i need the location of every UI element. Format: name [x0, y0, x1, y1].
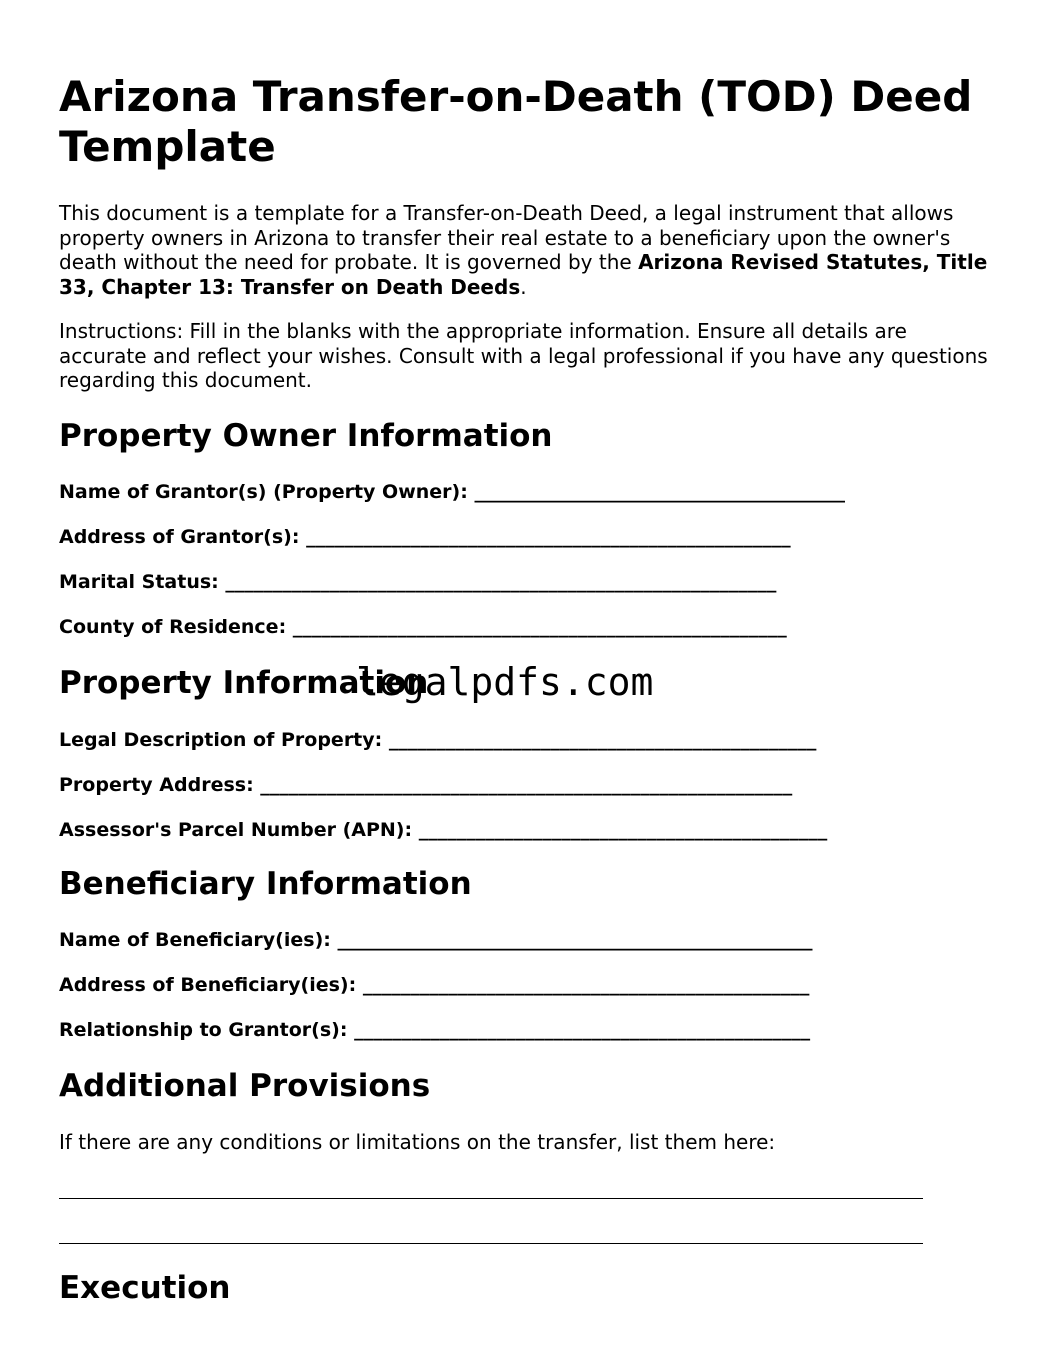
field-blank[interactable]: ________________________________________________________ — [260, 774, 793, 796]
section-heading-beneficiary: Beneficiary Information — [59, 866, 472, 902]
field-blank[interactable]: __________________________________________________________ — [225, 571, 777, 593]
field-label: Name of Grantor(s) (Property Owner): — [59, 481, 468, 503]
field-beneficiary-name — [59, 928, 812, 952]
section-heading-property: Property Information — [59, 665, 429, 701]
field-label: Assessor's Parcel Number (APN): — [59, 819, 413, 841]
intro-statute-reference: Arizona Revised Statutes, Title 33, Chapter 13: Transfer on Death Deeds — [59, 250, 988, 299]
field-label: Relationship to Grantor(s): — [59, 1019, 348, 1041]
watermark-text: legalpdfs.com — [356, 660, 654, 704]
field-label: Address of Beneficiary(ies): — [59, 974, 357, 996]
field-property-address — [59, 773, 792, 797]
intro-paragraph — [59, 201, 994, 299]
provisions-blank-line-2[interactable] — [59, 1243, 923, 1244]
field-grantor-name — [59, 480, 845, 504]
field-grantor-address — [59, 525, 791, 549]
field-label: Legal Description of Property: — [59, 729, 383, 751]
field-label: Marital Status: — [59, 571, 219, 593]
instructions-paragraph: Instructions: Fill in the blanks with the appropriate information. Ensure all details are accurate and reflect your wishes. Consult with a legal professional if you have any questions regarding this document. — [59, 319, 988, 392]
field-county-of-residence — [59, 615, 787, 639]
provisions-blank-line-1[interactable] — [59, 1198, 923, 1199]
provisions-prompt: If there are any conditions or limitations on the transfer, list them here: — [59, 1130, 776, 1154]
intro-text-end: . — [520, 274, 527, 299]
field-blank[interactable]: ____________________________________________________ — [292, 616, 787, 638]
field-legal-description — [59, 728, 816, 752]
field-blank[interactable]: _____________________________________________ — [388, 729, 817, 751]
document-title: Arizona Transfer-on-Death (TOD) Deed Template — [59, 72, 973, 171]
field-blank[interactable]: ___________________________________________________ — [306, 526, 791, 548]
section-heading-provisions: Additional Provisions — [59, 1068, 431, 1104]
section-heading-owner: Property Owner Information — [59, 418, 553, 454]
field-apn — [59, 818, 827, 842]
section-heading-execution: Execution — [59, 1270, 231, 1306]
field-blank[interactable]: ___________________________________________ — [418, 819, 828, 841]
field-blank[interactable]: __________________________________________________ — [337, 929, 813, 951]
field-label: Property Address: — [59, 774, 254, 796]
field-blank[interactable]: _______________________________________ — [474, 481, 845, 503]
field-marital-status — [59, 570, 776, 594]
field-blank[interactable]: _______________________________________________ — [362, 974, 810, 996]
field-label: County of Residence: — [59, 616, 287, 638]
field-label: Name of Beneficiary(ies): — [59, 929, 331, 951]
field-relationship — [59, 1018, 810, 1042]
field-label: Address of Grantor(s): — [59, 526, 300, 548]
field-beneficiary-address — [59, 973, 809, 997]
field-blank[interactable]: ________________________________________________ — [354, 1019, 811, 1041]
intro-text: This document is a template for a Transfer-on-Death Deed, a legal instrument that allows property owners in Arizona to transfer their real estate to a beneficiary upon the owner's death without the need for probate. It is governed by the — [59, 201, 954, 274]
